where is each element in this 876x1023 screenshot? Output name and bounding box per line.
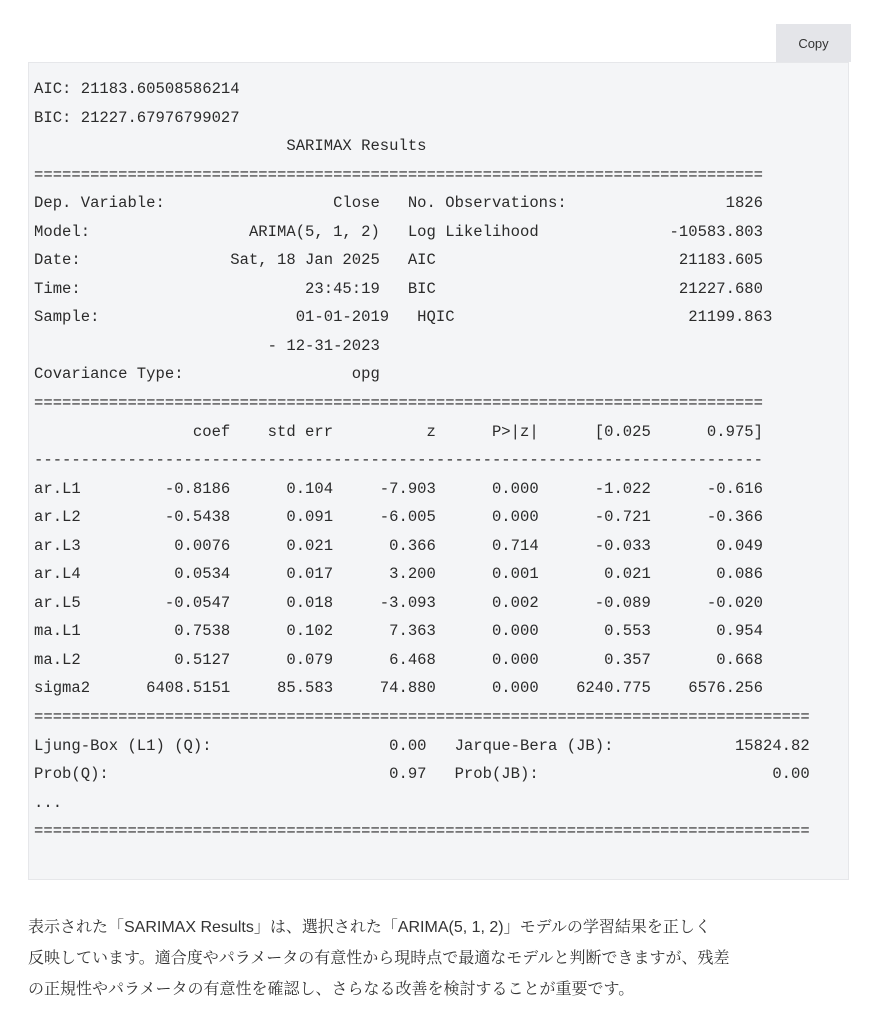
code-line: ==============================================================================: [34, 394, 763, 413]
code-line: Covariance Type: opg: [34, 365, 763, 384]
code-line: ==============================================================================: [34, 165, 763, 184]
code-output-block: [28, 62, 849, 880]
code-line: ===================================================================================: [34, 708, 810, 727]
code-output-text: [34, 75, 810, 846]
code-line: AIC: 21183.60508586214: [34, 80, 240, 98]
code-line: Sample: 01-01-2019 HQIC 21199.863: [34, 308, 773, 327]
code-line: ma.L2 0.5127 0.079 6.468 0.000 0.357 0.668: [34, 650, 763, 669]
code-line: ar.L2 -0.5438 0.091 -6.005 0.000 -0.721 -0.366: [34, 508, 763, 527]
code-line: coef std err z P>|z| [0.025 0.975]: [34, 422, 763, 441]
code-line: - 12-31-2023: [34, 336, 763, 355]
code-line: ar.L3 0.0076 0.021 0.366 0.714 -0.033 0.049: [34, 536, 763, 555]
code-line: ...: [34, 793, 63, 812]
code-line: ar.L5 -0.0547 0.018 -3.093 0.002 -0.089 -0.020: [34, 593, 763, 612]
code-line: Model: ARIMA(5, 1, 2) Log Likelihood -10583.803: [34, 222, 763, 241]
code-line: sigma2 6408.5151 85.583 74.880 0.000 6240.775 6576.256: [34, 679, 763, 698]
explanation-line: の正規性やパラメータの有意性を確認し、さらなる改善を検討することが重要です。: [28, 981, 635, 998]
code-line: BIC: 21227.67976799027: [34, 108, 240, 127]
code-line: ma.L1 0.7538 0.102 7.363 0.000 0.553 0.954: [34, 622, 763, 641]
explanation-line: 反映しています。適合度やパラメータの有意性から現時点で最適なモデルと判断できますが、残差: [28, 950, 730, 967]
code-line: Ljung-Box (L1) (Q): 0.00 Jarque-Bera (JB): 15824.82: [34, 736, 810, 755]
code-line: ar.L4 0.0534 0.017 3.200 0.001 0.021 0.086: [34, 565, 763, 584]
code-line: Time: 23:45:19 BIC 21227.680: [34, 279, 763, 298]
code-line: Dep. Variable: Close No. Observations: 1826: [34, 194, 763, 213]
code-line: ===================================================================================: [34, 822, 810, 841]
code-line: SARIMAX Results: [34, 137, 735, 156]
code-line: Date: Sat, 18 Jan 2025 AIC 21183.605: [34, 251, 763, 270]
code-line: Prob(Q): 0.97 Prob(JB): 0.00: [34, 765, 810, 784]
code-line: ------------------------------------------------------------------------------: [34, 451, 763, 470]
explanation-line: 表示された「SARIMAX Results」は、選択された「ARIMA(5, 1, 2)」モデルの学習結果を正しく: [28, 919, 711, 936]
explanation-paragraph: [28, 912, 858, 1005]
code-line: ar.L1 -0.8186 0.104 -7.903 0.000 -1.022 -0.616: [34, 479, 763, 498]
copy-button[interactable]: Copy: [776, 24, 851, 62]
